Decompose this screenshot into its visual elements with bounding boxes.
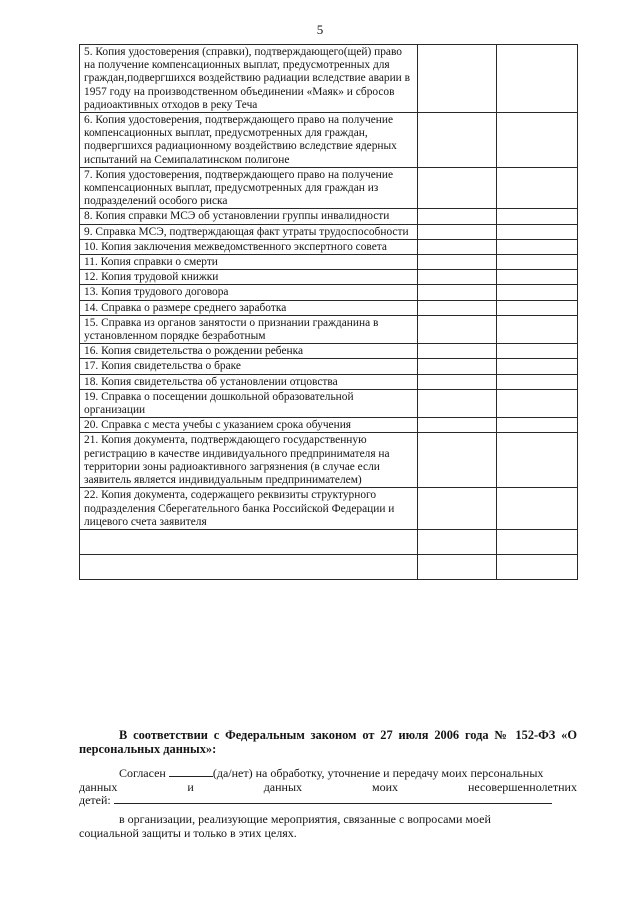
documents-table — [79, 44, 578, 580]
note-cell[interactable] — [497, 224, 578, 239]
table-row — [80, 209, 578, 224]
document-name-cell: 11. Копия справки о смерти — [80, 255, 418, 270]
agree-prefix: Согласен — [119, 766, 166, 780]
table-row — [80, 45, 578, 113]
note-cell[interactable] — [497, 239, 578, 254]
mark-cell[interactable] — [418, 255, 497, 270]
table-row — [80, 113, 578, 168]
table-row — [80, 418, 578, 433]
mark-cell[interactable] — [418, 239, 497, 254]
document-name-cell: 16. Копия свидетельства о рождении ребенка — [80, 344, 418, 359]
note-cell[interactable] — [497, 270, 578, 285]
document-name-cell: 8. Копия справки МСЭ об установлении группы инвалидности — [80, 209, 418, 224]
mark-cell[interactable] — [418, 374, 497, 389]
children-fill-line[interactable] — [114, 793, 552, 804]
table-row — [80, 529, 578, 554]
table-row — [80, 300, 578, 315]
document-name-cell: 6. Копия удостоверения, подтверждающего право на получение компенсационных выплат, предусмотренных для граждан, подвергшихся радиационному воздействию вследствие ядерных испытаний на Семипалатинском полигоне — [80, 113, 418, 168]
note-cell[interactable] — [497, 255, 578, 270]
note-cell[interactable] — [497, 554, 578, 579]
document-name-cell: 22. Копия документа, содержащего реквизиты структурного подразделения Сберегательного банка Российской Федерации и лицевого счета заявителя — [80, 488, 418, 530]
document-name-cell: 12. Копия трудовой книжки — [80, 270, 418, 285]
table-row — [80, 167, 578, 209]
mark-cell[interactable] — [418, 433, 497, 488]
table-row — [80, 488, 578, 530]
mark-cell[interactable] — [418, 359, 497, 374]
mark-cell[interactable] — [418, 344, 497, 359]
mark-cell[interactable] — [418, 45, 497, 113]
mark-cell[interactable] — [418, 270, 497, 285]
note-cell[interactable] — [497, 113, 578, 168]
document-name-cell: 5. Копия удостоверения (справки), подтверждающего(щей) право на получение компенсационных выплат, предусмотренных для граждан,подвергшихся воздействию радиации вследствие аварии в 1957 году на производственном объединении «Маяк» и сбросов радиоактивных отходов в реку Теча — [80, 45, 418, 113]
mark-cell[interactable] — [418, 300, 497, 315]
page-number: 5 — [316, 22, 324, 37]
note-cell[interactable] — [497, 359, 578, 374]
table-row — [80, 374, 578, 389]
document-name-cell: 15. Справка из органов занятости о признании гражданина в установленном порядке безработным — [80, 315, 418, 343]
table-row — [80, 285, 578, 300]
note-cell[interactable] — [497, 389, 578, 417]
document-name-cell: 17. Копия свидетельства о браке — [80, 359, 418, 374]
mark-cell[interactable] — [418, 113, 497, 168]
note-cell[interactable] — [497, 45, 578, 113]
note-cell[interactable] — [497, 285, 578, 300]
table-row — [80, 389, 578, 417]
table-row — [80, 270, 578, 285]
note-cell[interactable] — [497, 418, 578, 433]
document-name-cell: 10. Копия заключения межведомственного экспертного совета — [80, 239, 418, 254]
document-name-cell: 7. Копия удостоверения, подтверждающего право на получение компенсационных выплат, предусмотренных для граждан из подразделений особого риска — [80, 167, 418, 209]
table-row — [80, 554, 578, 579]
note-cell[interactable] — [497, 488, 578, 530]
mark-cell[interactable] — [418, 529, 497, 554]
children-line — [79, 793, 577, 807]
consent-line — [79, 766, 577, 780]
note-cell[interactable] — [497, 209, 578, 224]
spread-word: данных — [263, 780, 303, 794]
mark-cell[interactable] — [418, 209, 497, 224]
note-cell[interactable] — [497, 300, 578, 315]
document-name-cell: 18. Копия свидетельства об установлении отцовства — [80, 374, 418, 389]
note-cell[interactable] — [497, 315, 578, 343]
document-name-cell — [80, 554, 418, 579]
table-row — [80, 359, 578, 374]
purpose-text — [79, 812, 577, 840]
document-name-cell: 9. Справка МСЭ, подтверждающая факт утраты трудоспособности — [80, 224, 418, 239]
note-cell[interactable] — [497, 374, 578, 389]
agree-suffix: (да/нет) на обработку, уточнение и передачу моих персональных — [212, 766, 544, 780]
table-row — [80, 344, 578, 359]
document-name-cell: 13. Копия трудового договора — [80, 285, 418, 300]
document-name-cell: 20. Справка с места учебы с указанием срока обучения — [80, 418, 418, 433]
mark-cell[interactable] — [418, 488, 497, 530]
agree-blank[interactable] — [169, 766, 213, 777]
mark-cell[interactable] — [418, 418, 497, 433]
document-name-cell — [80, 529, 418, 554]
mark-cell[interactable] — [418, 285, 497, 300]
document-name-cell: 14. Справка о размере среднего заработка — [80, 300, 418, 315]
note-cell[interactable] — [497, 167, 578, 209]
mark-cell[interactable] — [418, 554, 497, 579]
note-cell[interactable] — [497, 433, 578, 488]
children-label: детей: — [79, 793, 111, 807]
spread-word: моих — [372, 780, 399, 794]
note-cell[interactable] — [497, 529, 578, 554]
mark-cell[interactable] — [418, 315, 497, 343]
purpose-line-2: социальной защиты и только в этих целях. — [79, 826, 297, 840]
spread-word: данных — [79, 780, 118, 794]
spread-word: и — [187, 780, 194, 794]
table-row — [80, 224, 578, 239]
table-row — [80, 315, 578, 343]
table-row — [80, 433, 578, 488]
document-name-cell: 21. Копия документа, подтверждающего государственную регистрацию в качестве индивидуального предпринимателя на территории зоны радиоактивного загрязнения (в случае если заявитель является индивидуальным предпринимателем) — [80, 433, 418, 488]
mark-cell[interactable] — [418, 389, 497, 417]
consent-line-continued — [79, 780, 577, 794]
purpose-line-1: в организации, реализующие мероприятия, связанные с вопросами моей — [119, 812, 491, 826]
table-row — [80, 239, 578, 254]
document-name-cell: 19. Справка о посещении дошкольной образовательной организации — [80, 389, 418, 417]
table-row — [80, 255, 578, 270]
mark-cell[interactable] — [418, 224, 497, 239]
spread-word: несовершеннолетних — [468, 780, 577, 794]
mark-cell[interactable] — [418, 167, 497, 209]
note-cell[interactable] — [497, 344, 578, 359]
law-reference: В соответствии с Федеральным законом от 27 июля 2006 года № 152-ФЗ «О персональных данных»: — [79, 728, 577, 756]
